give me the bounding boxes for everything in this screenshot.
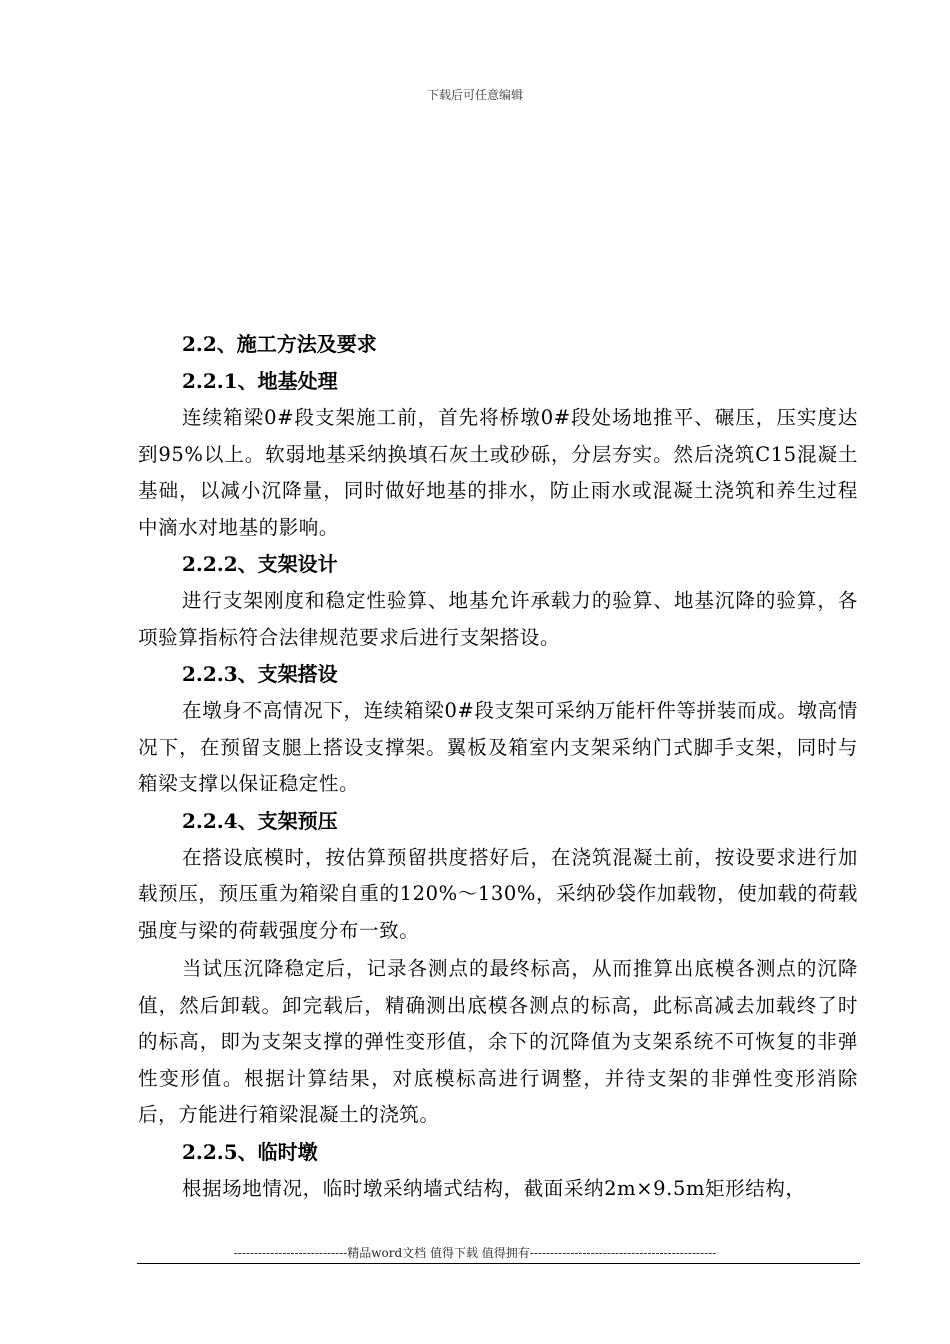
page-footer: ----------------------------精品word文档 值得下载 值得拥有----------------------------------------------	[233, 1246, 717, 1260]
heading-2-2-5: 2.2.5、临时墩	[182, 1139, 318, 1164]
heading-2-2-2: 2.2.2、支架设计	[182, 552, 338, 576]
document-body	[138, 326, 858, 1207]
paragraph-settlement: 当试压沉降稳定后，记录各测点的最终标高，从而推算出底模各测点的沉降值，然后卸载。卸完载后，精确测出底模各测点的标高，此标高减去加载终了时的标高，即为支架支撑的弹性变形值，余下的沉降值为支架系统不可恢复的非弹性变形值。根据计算结果，对底模标高进行调整，并待支架的非弹性变形消除后，方能进行箱梁混凝土的浇筑。	[138, 957, 858, 1126]
paragraph-support-design: 进行支架刚度和稳定性验算、地基允许承载力的验算、地基沉降的验算，各项验算指标符合法律规范要求后进行支架搭设。	[138, 589, 858, 649]
paragraph-foundation: 连续箱梁0#段支架施工前，首先将桥墩0#段处场地推平、碾压，压实度达到95%以上。软弱地基采纳换填石灰土或砂砾，分层夯实。然后浇筑C15混凝土基础，以减小沉降量，同时做好地基的排水，防止雨水或混凝土浇筑和养生过程中滴水对地基的影响。	[138, 406, 858, 539]
heading-2-2-4: 2.2.4、支架预压	[182, 808, 338, 833]
heading-2-2-3: 2.2.3、支架搭设	[182, 662, 338, 686]
paragraph-preloading: 在搭设底模时，按估算预留拱度搭好后，在浇筑混凝土前，按设要求进行加载预压，预压重为箱梁自重的120%～130%，采纳砂袋作加载物，使加载的荷载强度与梁的荷载强度分布一致。	[138, 845, 858, 942]
page-header: 下载后可任意编辑	[426, 88, 523, 102]
heading-2-2: 2.2、施工方法及要求	[182, 332, 377, 356]
heading-2-2-1: 2.2.1、地基处理	[182, 369, 338, 393]
paragraph-temporary-pier: 根据场地情况，临时墩采纳墙式结构，截面采纳2m×9.5m矩形结构，	[182, 1176, 806, 1200]
footer-divider	[137, 1263, 860, 1264]
paragraph-support-erection: 在墩身不高情况下，连续箱梁0#段支架可采纳万能杆件等拼装而成。墩高情况下，在预留支腿上搭设支撑架。翼板及箱室内支架采纳门式脚手支架，同时与箱梁支撑以保证稳定性。	[138, 699, 858, 795]
